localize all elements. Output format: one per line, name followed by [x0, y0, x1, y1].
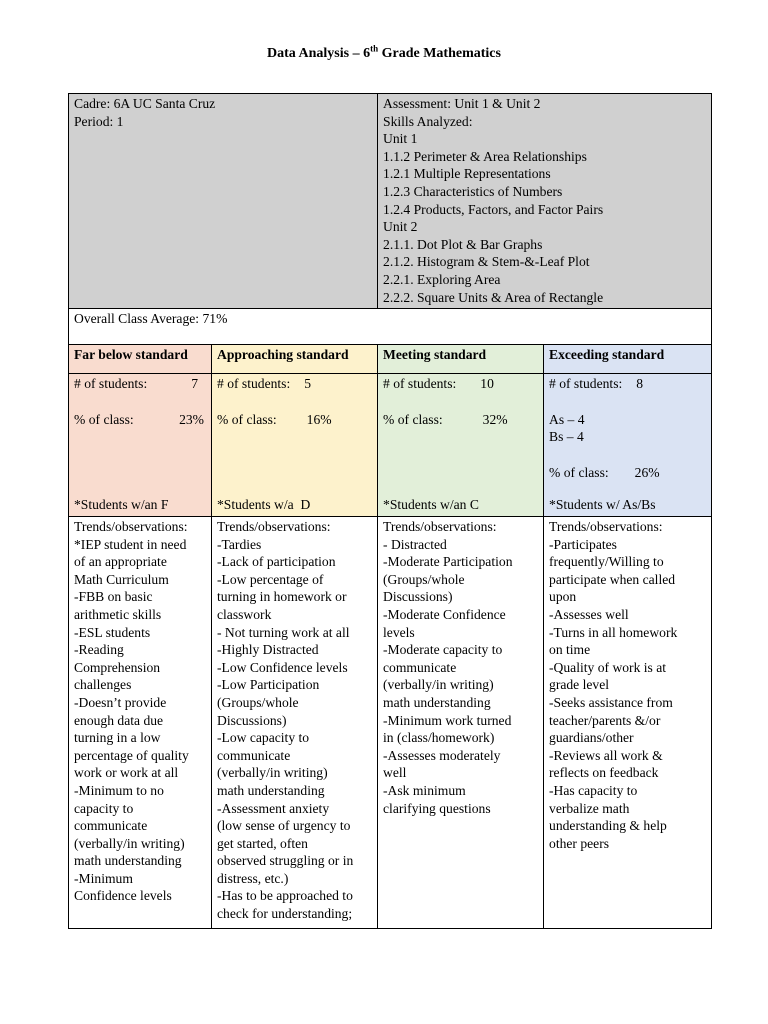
grade-b-count: Bs – 4 [549, 429, 584, 445]
observation-line: -Assesses moderately [383, 747, 501, 763]
observation-line: enough data due [74, 712, 164, 728]
observation-line: check for understanding; [217, 906, 353, 922]
grade-a-count: As – 4 [549, 411, 585, 427]
observation-line: -FBB on basic [74, 589, 153, 605]
analysis-table [68, 93, 712, 929]
skill-item: 2.1.2. Histogram & Stem-&-Leaf Plot [383, 254, 590, 270]
observation-line: Confidence levels [74, 888, 172, 904]
observation-line: - Not turning work at all [217, 624, 350, 640]
observation-line: other peers [549, 835, 610, 851]
observation-line: -Lack of participation [217, 554, 336, 570]
percent-label: % of class: [74, 411, 134, 427]
grade-footer: *Students w/an F [74, 497, 169, 513]
observation-line: -Seeks assistance from [549, 694, 673, 710]
observation-line: participate when called [549, 571, 676, 587]
percent-label: % of class: [549, 464, 609, 480]
observations-heading: Trends/observations: [383, 519, 497, 534]
category-header-far-below: Far below standard [69, 345, 212, 374]
observation-line: -Ask minimum [383, 782, 466, 798]
observation-line: Comprehension [74, 659, 161, 675]
observation-line: well [383, 765, 407, 781]
grade-footer: *Students w/ As/Bs [549, 497, 656, 513]
students-count: 10 [480, 376, 494, 391]
skill-item: 2.2.2. Square Units & Area of Rectangle [383, 289, 604, 305]
skill-item: 2.2.1. Exploring Area [383, 271, 501, 287]
skill-item: Unit 2 [383, 219, 418, 235]
percent-label: % of class: [217, 411, 277, 427]
observation-line: communicate [217, 747, 291, 763]
students-label: # of students: [549, 376, 623, 391]
observation-line: -Doesn’t provide [74, 694, 167, 710]
observation-line: -Low capacity to [217, 730, 310, 746]
cadre-cell [69, 94, 378, 309]
observation-line: turning in a low [74, 730, 161, 746]
observation-line: (low sense of urgency to [217, 818, 351, 834]
observation-line: turning in homework or [217, 589, 347, 605]
observation-line: frequently/Willing to [549, 554, 664, 570]
observation-line: (Groups/whole [217, 694, 299, 710]
observation-line: -Assesses well [549, 606, 629, 622]
observations-heading: Trends/observations: [549, 519, 663, 534]
assessment-cell [378, 94, 712, 309]
observation-line: on time [549, 642, 591, 658]
observation-line: - Distracted [383, 536, 447, 552]
category-header-meeting: Meeting standard [378, 345, 544, 374]
observation-line: -Quality of work is at [549, 659, 667, 675]
observation-line: math understanding [383, 694, 491, 710]
observations-exceeding [544, 517, 712, 929]
students-count: 8 [636, 376, 644, 391]
observation-line: *IEP student in need [74, 536, 187, 552]
observations-heading: Trends/observations: [217, 519, 331, 534]
skill-item: 1.1.2 Perimeter & Area Relationships [383, 148, 587, 164]
observation-line: -Has capacity to [549, 782, 638, 798]
stats-approaching [212, 374, 378, 517]
students-label: # of students: [383, 376, 457, 391]
observation-line: levels [383, 624, 415, 640]
observation-line: reflects on feedback [549, 765, 659, 781]
observation-line: distress, etc.) [217, 870, 289, 886]
percent-value: 32% [482, 411, 508, 427]
cadre-text: Cadre: 6A UC Santa Cruz [74, 96, 216, 111]
stats-exceeding [544, 374, 712, 517]
observation-line: classwork [217, 606, 272, 622]
observation-line: guardians/other [549, 730, 634, 746]
observation-line: -Minimum work turned [383, 712, 512, 728]
observation-line: -Low percentage of [217, 571, 324, 587]
observation-line: Discussions) [383, 589, 453, 605]
observation-line: clarifying questions [383, 800, 491, 816]
observation-line: (verbally/in writing) [74, 835, 185, 851]
class-average-cell [69, 309, 712, 345]
observation-line: (Groups/whole [383, 571, 465, 587]
observation-line: arithmetic skills [74, 606, 162, 622]
students-count: 5 [304, 376, 312, 391]
skill-item: 1.2.1 Multiple Representations [383, 166, 551, 182]
observation-line: -Tardies [217, 536, 262, 552]
observation-line: (verbally/in writing) [383, 677, 494, 693]
students-count: 7 [191, 376, 198, 391]
observation-line: -ESL students [74, 624, 151, 640]
category-header-exceeding: Exceeding standard [544, 345, 712, 374]
observation-line: -Reviews all work & [549, 747, 663, 763]
observation-line: -Turns in all homework [549, 624, 678, 640]
observation-line: communicate [74, 818, 148, 834]
skills-heading: Skills Analyzed: [383, 113, 473, 129]
observation-line: -Highly Distracted [217, 642, 319, 658]
observation-line: math understanding [74, 853, 182, 869]
observation-line: verbalize math [549, 800, 630, 816]
observation-line: upon [549, 589, 577, 605]
category-header-approaching: Approaching standard [212, 345, 378, 374]
class-average-text: Overall Class Average: 71% [74, 311, 228, 326]
observation-line: percentage of quality [74, 747, 189, 763]
observation-line: math understanding [217, 782, 325, 798]
skill-item: 2.1.1. Dot Plot & Bar Graphs [383, 236, 543, 252]
observation-line: -Low Participation [217, 677, 320, 693]
observation-line: -Minimum to no [74, 782, 164, 798]
stats-meeting [378, 374, 544, 517]
page-title: Data Analysis – 6th Grade Mathematics [267, 43, 501, 61]
skill-item: Unit 1 [383, 131, 418, 147]
grade-footer: *Students w/a D [217, 497, 311, 513]
observation-line: capacity to [74, 800, 134, 816]
skill-item: 1.2.4 Products, Factors, and Factor Pairs [383, 201, 604, 217]
observation-line: -Low Confidence levels [217, 659, 348, 675]
percent-value: 23% [179, 411, 204, 427]
observation-line: -Assessment anxiety [217, 800, 330, 816]
observation-line: -Reading [74, 642, 124, 658]
percent-value: 26% [634, 464, 660, 480]
percent-value: 16% [306, 411, 332, 427]
students-label: # of students: [74, 376, 148, 391]
grade-footer: *Students w/an C [383, 497, 479, 513]
observations-heading: Trends/observations: [74, 519, 188, 534]
observation-line: challenges [74, 677, 132, 693]
percent-label: % of class: [383, 411, 443, 427]
students-label: # of students: [217, 376, 291, 391]
observation-line: in (class/homework) [383, 730, 495, 746]
observation-line: observed struggling or in [217, 853, 354, 869]
observations-far-below [69, 517, 212, 929]
observation-line: -Moderate Participation [383, 554, 513, 570]
observation-line: teacher/parents &/or [549, 712, 661, 728]
period-text: Period: 1 [74, 113, 124, 129]
observation-line: grade level [549, 677, 610, 693]
observations-approaching [212, 517, 378, 929]
observation-line: (verbally/in writing) [217, 765, 328, 781]
observation-line: -Moderate capacity to [383, 642, 503, 658]
stats-far-below [69, 374, 212, 517]
observations-meeting [378, 517, 544, 929]
observation-line: -Moderate Confidence [383, 606, 506, 622]
assessment-text: Assessment: Unit 1 & Unit 2 [383, 96, 541, 111]
observation-line: understanding & help [549, 818, 667, 834]
observation-line: -Participates [549, 536, 617, 552]
observation-line: of an appropriate [74, 554, 167, 570]
observation-line: -Has to be approached to [217, 888, 353, 904]
observation-line: Math Curriculum [74, 571, 169, 587]
observation-line: Discussions) [217, 712, 287, 728]
skill-item: 1.2.3 Characteristics of Numbers [383, 183, 563, 199]
observation-line: communicate [383, 659, 457, 675]
observation-line: get started, often [217, 835, 308, 851]
observation-line: -Minimum [74, 870, 133, 886]
observation-line: work or work at all [74, 765, 179, 781]
